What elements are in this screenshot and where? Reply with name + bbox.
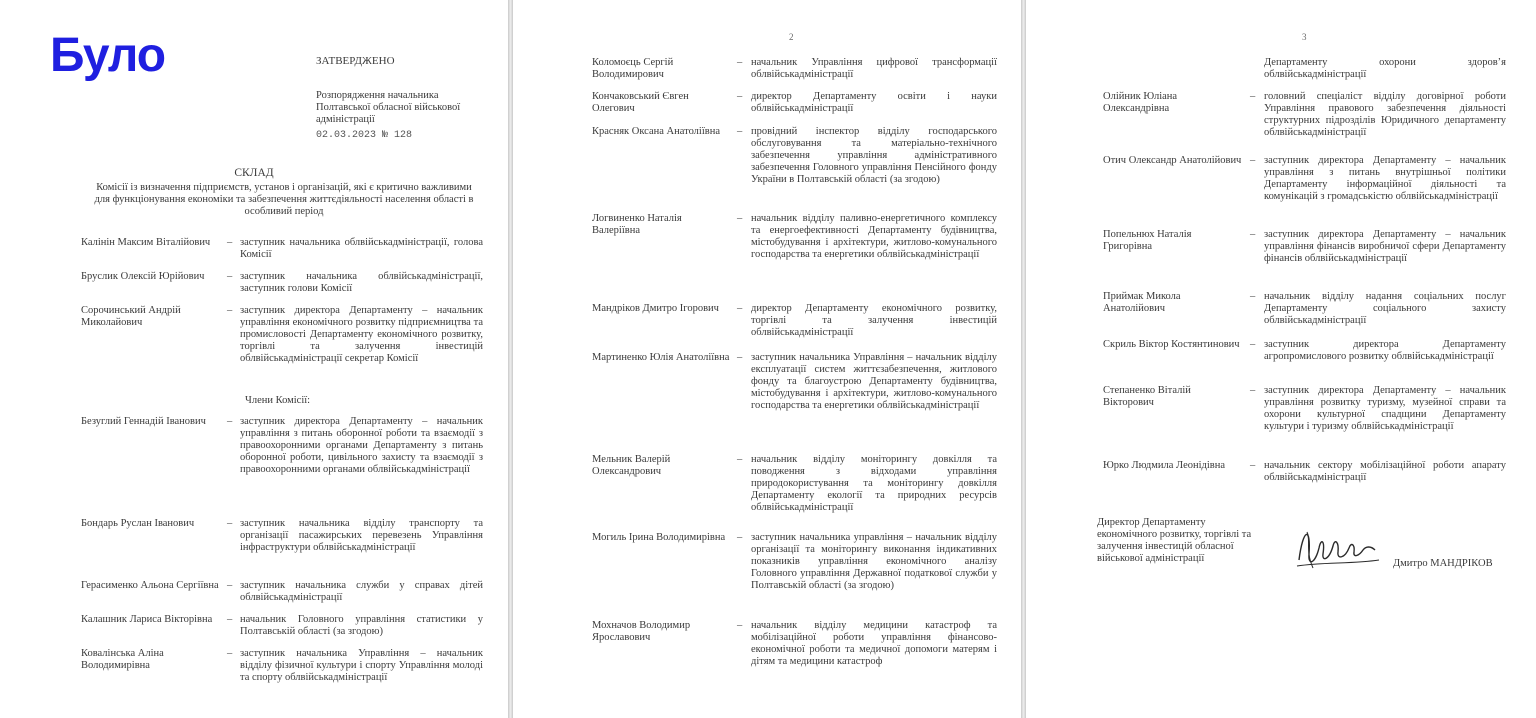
- member-name: Мельник Валерій Олександрович: [592, 454, 671, 477]
- member-name: Попельнюх Наталія Григорівна: [1103, 229, 1192, 252]
- continuation-text: Департаменту охорони здоров’я облвійськадміністрації: [1264, 57, 1506, 80]
- separator-dash: –: [227, 305, 233, 316]
- member-name: Мартиненко Юлія Анатоліївна: [592, 352, 730, 363]
- signature-name: Дмитро МАНДРІКОВ: [1393, 558, 1493, 569]
- member-role: заступник начальника Управління – начальник відділу експлуатації систем життєзабезпечення, житлового фонду та благоустрою Департаменту будівництва, містобудування і архітектури, житлово-комунального господарства та енергетики облвійськадміністрації: [751, 352, 997, 411]
- separator-dash: –: [227, 416, 233, 427]
- member-name: Коломоєць Сергій Володимирович: [592, 57, 674, 80]
- separator-dash: –: [227, 614, 233, 625]
- member-role: заступник начальника облвійськадміністрації, заступник голови Комісії: [240, 271, 483, 294]
- member-name: Олійник Юліана Олександрівна: [1103, 91, 1178, 114]
- separator-dash: –: [227, 518, 233, 529]
- member-role: начальник відділу моніторингу довкілля та поводження з відходами управління природокористування та моніторингу довкілля Департаменту екології та природних ресурсів облвійськадміністрації: [751, 454, 997, 513]
- member-role: директор Департаменту освіти і науки облвійськадміністрації: [751, 91, 997, 114]
- signature-position: Директор Департаменту економічного розвитку, торгівлі та залучення інвестицій обласної військової адміністрації: [1097, 517, 1252, 564]
- member-role: заступник начальника служби у справах дітей облвійськадміністрації: [240, 580, 483, 603]
- member-role: директор Департаменту економічного розвитку, торгівлі та залучення інвестицій облвійськадміністрації: [751, 303, 997, 338]
- member-role: заступник директора Департаменту – начальник управління фінансів виробничої сфери Департаменту фінансів облвійськадміністрації: [1264, 229, 1506, 264]
- member-name: Калінін Максим Віталійович: [81, 237, 211, 248]
- member-name: Ковалінська Аліна Володимирівна: [81, 648, 164, 671]
- member-role: заступник директора Департаменту – начальник управління економічного розвитку підприємництва та промисловості Департаменту економічного розвитку, торгівлі та залучення інвестицій облвійськадміністрації секретар Комісії: [240, 305, 483, 364]
- separator-dash: –: [737, 303, 743, 314]
- approval-text: Розпорядження начальника Полтавської обласної військової адміністрації: [316, 90, 461, 125]
- member-role: заступник начальника облвійськадміністрації, голова Комісії: [240, 237, 483, 260]
- member-name: Красняк Оксана Анатоліївна: [592, 126, 720, 137]
- member-role: начальник відділу медицини катастроф та мобілізаційної роботи управління фінансово-економічної роботи та медичної допомоги матерям і дітям та медицини катастроф: [751, 620, 997, 667]
- member-name: Калашник Лариса Вікторівна: [81, 614, 213, 625]
- page-number: 3: [1302, 32, 1307, 42]
- member-role: начальник сектору мобілізаційної роботи апарату облвійськадміністрації: [1264, 460, 1506, 483]
- page-divider: [1021, 0, 1026, 718]
- separator-dash: –: [737, 91, 743, 102]
- member-name: Сорочинський Андрій Миколайович: [81, 305, 181, 328]
- member-role: заступник начальника Управління – начальник відділу фізичної культури і спорту Управління молоді та спорту облвійськадміністрації: [240, 648, 483, 683]
- member-role: заступник директора Департаменту – начальник управління розвитку туризму, музейної справи та охорони культурної спадщини Департаменту культури і туризму облвійськадміністрації: [1264, 385, 1506, 432]
- separator-dash: –: [737, 454, 743, 465]
- member-role: заступник директора Департаменту – начальник управління з питань внутрішньої політики Департаменту інформаційної діяльності та комунікацій з громадськістю облвійськадміністрації: [1264, 155, 1506, 202]
- separator-dash: –: [737, 532, 743, 543]
- before-label: Було: [50, 29, 166, 82]
- page-number: 2: [789, 32, 794, 42]
- member-name: Мохначов Володимир Ярославович: [592, 620, 691, 643]
- approval-title: ЗАТВЕРДЖЕНО: [316, 55, 395, 67]
- member-role: начальник Управління цифрової трансформації облвійськадміністрації: [751, 57, 997, 80]
- member-role: головний спеціаліст відділу договірної роботи Управління правового забезпечення діяльності структурних підрозділів Юридичного департаменту облвійськадміністрації: [1264, 91, 1506, 138]
- separator-dash: –: [227, 580, 233, 591]
- member-role: заступник начальника відділу транспорту та організації пасажирських перевезень Управління інфраструктури облвійськадміністрації: [240, 518, 483, 553]
- separator-dash: –: [1250, 229, 1256, 240]
- member-name: Мандріков Дмитро Ігорович: [592, 303, 719, 314]
- member-name: Бондарь Руслан Іванович: [81, 518, 195, 529]
- separator-dash: –: [737, 620, 743, 631]
- separator-dash: –: [1250, 385, 1256, 396]
- member-name: Юрко Людмила Леонідівна: [1103, 460, 1226, 471]
- separator-dash: –: [1250, 155, 1256, 166]
- separator-dash: –: [737, 213, 743, 224]
- member-role: заступник начальника управління – начальник відділу організації та моніторингу виконання індикативних показників управління економічного аналізу Головного управління Державної податкової служби у Полтавській області (за згодою): [751, 532, 997, 591]
- separator-dash: –: [1250, 291, 1256, 302]
- separator-dash: –: [1250, 339, 1256, 350]
- separator-dash: –: [227, 648, 233, 659]
- member-role: начальник Головного управління статистики у Полтавській області (за згодою): [240, 614, 483, 637]
- member-name: Безуглий Геннадій Іванович: [81, 416, 206, 427]
- member-role: провідний інспектор відділу господарського обслуговування та матеріально-технічного забезпечення управління адміністративного забезпечення Головного управління Пенсійного фонду України в Полтавській області (за згодою): [751, 126, 997, 185]
- separator-dash: –: [737, 126, 743, 137]
- separator-dash: –: [1250, 91, 1256, 102]
- approval-date: 02.03.2023 № 128: [316, 130, 413, 141]
- member-role: начальник відділу паливно-енергетичного комплексу та енергоефективності Департаменту будівництва, містобудування і архітектури, житлово-комунального господарства та енергетики облвійськадміністрації: [751, 213, 997, 260]
- member-name: Бруслик Олексій Юрійович: [81, 271, 205, 282]
- document-subtitle: Комісії із визначення підприємств, установ і організацій, які є критично важливими для функціонування економіки та забезпечення життєдіяльності населення області в особливий період: [94, 182, 474, 217]
- member-name: Отич Олександр Анатолійович: [1103, 155, 1242, 166]
- handwritten-signature: [1293, 520, 1383, 576]
- member-name: Герасименко Альона Сергіївна: [81, 580, 219, 591]
- member-name: Могиль Ірина Володимирівна: [592, 532, 726, 543]
- member-name: Степаненко Віталій Вікторович: [1103, 385, 1191, 408]
- member-name: Скриль Віктор Костянтинович: [1103, 339, 1240, 350]
- separator-dash: –: [737, 352, 743, 363]
- document-title: СКЛАД: [234, 167, 274, 179]
- members-heading: Члени Комісії:: [245, 395, 311, 406]
- member-name: Кончаковський Євген Олегович: [592, 91, 689, 114]
- member-role: заступник директора Департаменту – начальник управління з питань оборонної роботи та взаємодії з правоохоронними органами Департаменту з питань оборонної роботи, цивільного захисту та взаємодії з правоохоронними органами облвійськадміністрації: [240, 416, 483, 475]
- separator-dash: –: [227, 237, 233, 248]
- member-name: Логвиненко Наталія Валеріївна: [592, 213, 682, 236]
- member-role: заступник директора Департаменту агропромислового розвитку облвійськадміністрації: [1264, 339, 1506, 362]
- member-name: Приймак Микола Анатолійович: [1103, 291, 1181, 314]
- separator-dash: –: [737, 57, 743, 68]
- separator-dash: –: [227, 271, 233, 282]
- member-role: начальник відділу надання соціальних послуг Департаменту соціального захисту облвійськадміністрації: [1264, 291, 1506, 326]
- separator-dash: –: [1250, 460, 1256, 471]
